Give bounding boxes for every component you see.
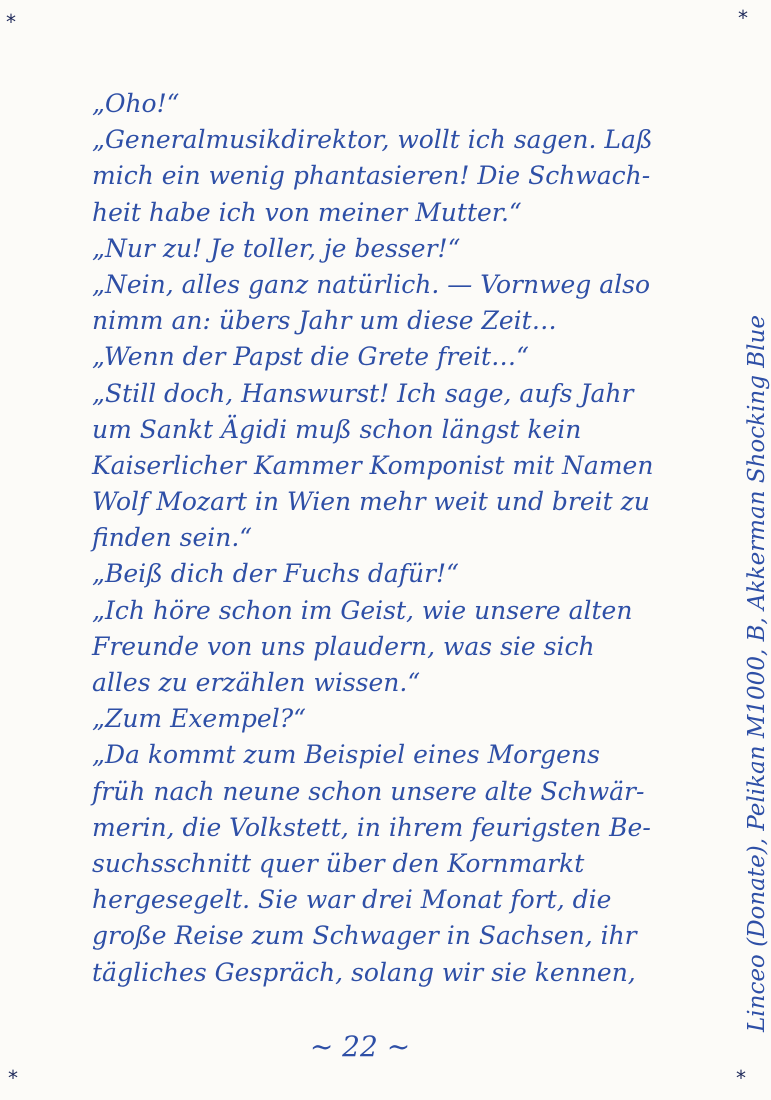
- text-line: früh nach neune schon unsere alte Schwär-: [92, 776, 645, 806]
- text-line: „Da kommt zum Beispiel eines Morgens: [92, 740, 600, 770]
- text-line: Wolf Mozart in Wien mehr weit und breit zu: [92, 487, 650, 517]
- text-line: Freunde von uns plaudern, was sie sich: [92, 631, 595, 661]
- text-line: finden sein.“: [92, 523, 253, 553]
- text-line: hergesegelt. Sie war drei Monat fort, die: [92, 885, 612, 915]
- text-line: große Reise zum Schwager in Sachsen, ihr: [92, 921, 637, 951]
- text-line: heit habe ich von meiner Mutter.“: [92, 197, 522, 227]
- handwritten-text-block: [92, 86, 692, 991]
- text-line: „Beiß dich der Fuchs dafür!“: [92, 559, 459, 589]
- text-line: nimm an: übers Jahr um diese Zeit…: [92, 306, 557, 336]
- corner-star-bottom-left: *: [8, 1066, 18, 1090]
- text-line: „Nein, alles ganz natürlich. — Vornweg also: [92, 269, 651, 299]
- text-line: merin, die Volkstett, in ihrem feurigsten Be-: [92, 812, 651, 842]
- text-line: Kaiserlicher Kammer Komponist mit Namen: [92, 450, 654, 480]
- text-line: „Still doch, Hanswurst! Ich sage, aufs Jahr: [92, 378, 634, 408]
- text-line: „Nur zu! Je toller, je besser!“: [92, 233, 461, 263]
- pen-ink-side-note: Linceo (Donate), Pelikan M1000, B, Akkerman Shocking Blue: [744, 315, 770, 1032]
- corner-star-bottom-right: *: [736, 1066, 746, 1090]
- text-line: mich ein wenig phantasieren! Die Schwach-: [92, 161, 651, 191]
- text-line: alles zu erzählen wissen.“: [92, 668, 421, 697]
- text-line: tägliches Gespräch, solang wir sie kennen,: [92, 957, 636, 987]
- corner-star-top-right: *: [738, 6, 748, 30]
- text-line: „Wenn der Papst die Grete freit…“: [92, 342, 529, 372]
- corner-star-top-left: *: [6, 10, 16, 34]
- page-number: ~ 22 ~: [309, 1030, 411, 1063]
- text-line: „Oho!“: [92, 89, 180, 118]
- text-line: um Sankt Ägidi muß schon längst kein: [92, 414, 582, 444]
- text-line: „Ich höre schon im Geist, wie unsere alten: [92, 595, 633, 625]
- text-line: „Zum Exempel?“: [92, 704, 306, 734]
- text-line: suchsschnitt quer über den Kornmarkt: [92, 848, 585, 878]
- text-line: „Generalmusikdirektor, wollt ich sagen. Laß: [92, 125, 653, 155]
